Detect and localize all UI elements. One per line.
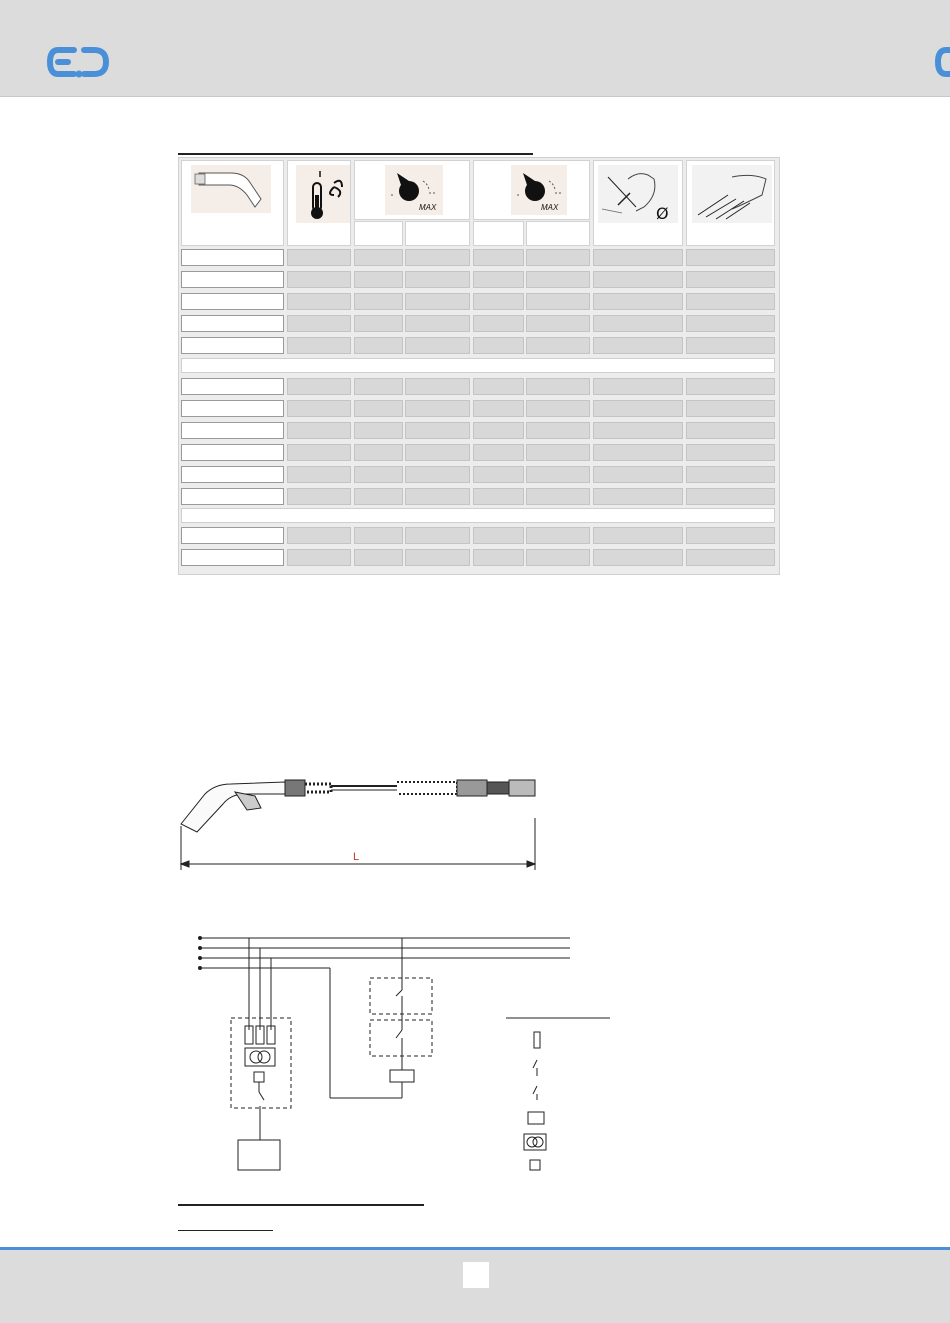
value-cell [405, 315, 470, 332]
subheader-mix-pct [473, 221, 524, 246]
value-cell [593, 249, 683, 266]
value-cell [686, 271, 775, 288]
value-cell [526, 466, 590, 483]
value-cell [473, 271, 524, 288]
wire-diameter-icon [598, 165, 678, 223]
value-cell [686, 549, 775, 566]
value-cell [593, 293, 683, 310]
value-cell [473, 337, 524, 354]
value-cell [593, 271, 683, 288]
value-cell [593, 378, 683, 395]
group-separator-row [181, 508, 775, 523]
value-cell [593, 400, 683, 417]
diameter-symbol: Ø [656, 204, 669, 223]
value-cell [473, 466, 524, 483]
value-cell [287, 422, 351, 439]
value-cell [473, 378, 524, 395]
torch-drawing [175, 770, 555, 875]
value-cell [405, 271, 470, 288]
model-cell [181, 444, 284, 461]
value-cell [686, 315, 775, 332]
model-cell [181, 527, 284, 544]
table-title-rule [178, 153, 533, 155]
value-cell [593, 488, 683, 505]
value-cell [405, 378, 470, 395]
value-cell [686, 249, 775, 266]
consumables-icon [692, 165, 772, 223]
value-cell [593, 422, 683, 439]
model-cell [181, 400, 284, 417]
value-cell [686, 422, 775, 439]
value-cell [287, 293, 351, 310]
subheader-co2-amp [405, 221, 470, 246]
value-cell [686, 466, 775, 483]
model-cell [181, 271, 284, 288]
value-cell [686, 488, 775, 505]
group-separator-row [181, 358, 775, 373]
company-logo [44, 44, 114, 84]
value-cell [526, 444, 590, 461]
value-cell [354, 527, 403, 544]
value-cell [405, 549, 470, 566]
value-cell [287, 444, 351, 461]
page-number [463, 1262, 489, 1288]
value-cell [526, 315, 590, 332]
model-cell [181, 337, 284, 354]
value-cell [473, 488, 524, 505]
value-cell [405, 466, 470, 483]
value-cell [354, 466, 403, 483]
model-cell [181, 488, 284, 505]
value-cell [473, 293, 524, 310]
value-cell [686, 527, 775, 544]
duty-cycle-mix-icon [511, 165, 567, 215]
value-cell [287, 249, 351, 266]
value-cell [473, 315, 524, 332]
length-label: L [353, 851, 360, 863]
value-cell [354, 444, 403, 461]
value-cell [354, 488, 403, 505]
model-cell [181, 422, 284, 439]
value-cell [354, 315, 403, 332]
value-cell [526, 271, 590, 288]
value-cell [354, 549, 403, 566]
duty-cycle-co2-icon [385, 165, 443, 215]
value-cell [593, 527, 683, 544]
max-label-2: MAX [541, 203, 559, 212]
value-cell [686, 378, 775, 395]
notes-subrule [178, 1230, 273, 1231]
value-cell [526, 337, 590, 354]
value-cell [686, 400, 775, 417]
value-cell [354, 422, 403, 439]
value-cell [526, 422, 590, 439]
value-cell [287, 337, 351, 354]
value-cell [405, 400, 470, 417]
value-cell [473, 422, 524, 439]
model-cell [181, 315, 284, 332]
max-label-1: MAX [419, 203, 437, 212]
model-cell [181, 549, 284, 566]
value-cell [526, 527, 590, 544]
value-cell [287, 271, 351, 288]
value-cell [593, 337, 683, 354]
value-cell [526, 400, 590, 417]
value-cell [354, 400, 403, 417]
company-logo-cut [930, 44, 950, 84]
value-cell [686, 293, 775, 310]
value-cell [287, 527, 351, 544]
value-cell [354, 271, 403, 288]
value-cell [354, 378, 403, 395]
value-cell [354, 337, 403, 354]
value-cell [473, 444, 524, 461]
value-cell [473, 549, 524, 566]
value-cell [287, 378, 351, 395]
model-cell [181, 249, 284, 266]
value-cell [526, 293, 590, 310]
model-cell [181, 293, 284, 310]
notes-rule [178, 1204, 424, 1206]
value-cell [593, 549, 683, 566]
page-header [0, 0, 950, 97]
value-cell [526, 378, 590, 395]
torch-icon [191, 165, 271, 213]
value-cell [405, 293, 470, 310]
value-cell [526, 249, 590, 266]
value-cell [287, 549, 351, 566]
value-cell [473, 400, 524, 417]
value-cell [526, 488, 590, 505]
value-cell [287, 466, 351, 483]
value-cell [287, 400, 351, 417]
value-cell [473, 249, 524, 266]
value-cell [593, 466, 683, 483]
subheader-co2-pct [354, 221, 403, 246]
value-cell [287, 315, 351, 332]
circuit-diagram [190, 930, 630, 1180]
value-cell [405, 249, 470, 266]
value-cell [593, 444, 683, 461]
value-cell [405, 422, 470, 439]
value-cell [405, 527, 470, 544]
value-cell [405, 488, 470, 505]
value-cell [686, 444, 775, 461]
value-cell [405, 444, 470, 461]
value-cell [405, 337, 470, 354]
value-cell [686, 337, 775, 354]
value-cell [354, 249, 403, 266]
value-cell [526, 549, 590, 566]
model-cell [181, 378, 284, 395]
model-cell [181, 466, 284, 483]
cooling-icon [296, 165, 350, 223]
value-cell [593, 315, 683, 332]
value-cell [473, 527, 524, 544]
value-cell [354, 293, 403, 310]
value-cell [287, 488, 351, 505]
subheader-mix-amp [526, 221, 590, 246]
